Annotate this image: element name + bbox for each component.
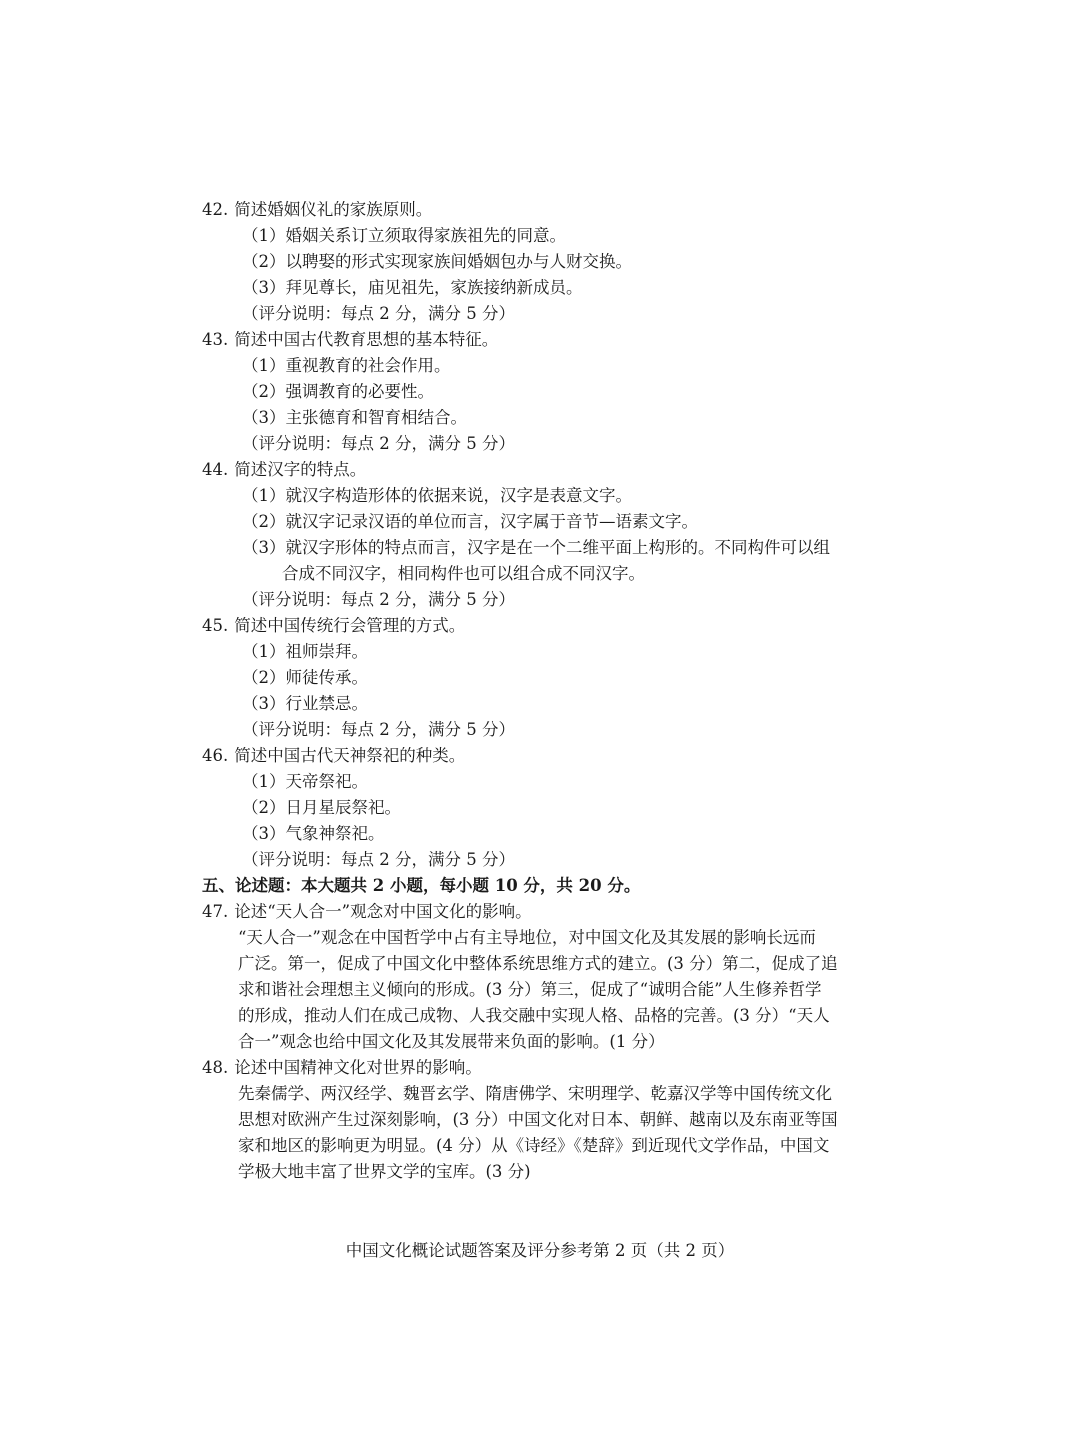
answer-item: （3）主张德育和智育相结合。: [242, 408, 467, 427]
essay-answer-line: 先秦儒学、两汉经学、魏晋玄学、隋唐佛学、宋明理学、乾嘉汉学等中国传统文化: [238, 1084, 832, 1103]
question-46-title: [202, 743, 465, 769]
question-number: 42.: [202, 200, 229, 219]
question-text: 论述“天人合一”观念对中国文化的影响。: [234, 902, 532, 921]
scoring-note: （评分说明：每点 2 分，满分 5 分）: [242, 304, 515, 323]
question-text: 简述汉字的特点。: [234, 460, 367, 479]
answer-item: （3）行业禁忌。: [242, 694, 368, 713]
question-text: 论述中国精神文化对世界的影响。: [234, 1058, 482, 1077]
essay-answer-line: 合一”观念也给中国文化及其发展带来负面的影响。(1 分）: [238, 1032, 665, 1051]
essay-answer-line: 求和谐社会理想主义倾向的形成。(3 分）第三，促成了“诚明合能”人生修养哲学: [238, 980, 822, 999]
essay-answer-line: 学极大地丰富了世界文学的宝库。(3 分): [238, 1162, 531, 1181]
scoring-note: （评分说明：每点 2 分，满分 5 分）: [242, 850, 515, 869]
question-number: 46.: [202, 746, 229, 765]
essay-answer-line: 的形成，推动人们在成己成物、人我交融中实现人格、品格的完善。(3 分）“天人: [238, 1006, 830, 1025]
answer-item: （3）拜见尊长，庙见祖先，家族接纳新成员。: [242, 278, 583, 297]
essay-answer-line: 思想对欧洲产生过深刻影响，(3 分）中国文化对日本、朝鲜、越南以及东南亚等国: [238, 1110, 838, 1129]
scoring-note: （评分说明：每点 2 分，满分 5 分）: [242, 590, 515, 609]
essay-answer-line: “天人合一”观念在中国哲学中占有主导地位，对中国文化及其发展的影响长远而: [238, 928, 816, 947]
question-text: 简述婚姻仪礼的家族原则。: [234, 200, 433, 219]
answer-item-continuation: 合成不同汉字，相同构件也可以组合成不同汉字。: [282, 564, 645, 583]
scoring-note: （评分说明：每点 2 分，满分 5 分）: [242, 720, 515, 739]
question-44-title: [202, 457, 366, 483]
answer-item: （2）日月星辰祭祀。: [242, 798, 401, 817]
question-text: 简述中国古代天神祭祀的种类。: [234, 746, 466, 765]
question-number: 43.: [202, 330, 229, 349]
question-number: 45.: [202, 616, 229, 635]
answer-item: （3）气象神祭祀。: [242, 824, 385, 843]
essay-answer-line: 家和地区的影响更为明显。(4 分）从《诗经》《楚辞》到近现代文学作品，中国文: [238, 1136, 830, 1155]
answer-item: （2）就汉字记录汉语的单位而言，汉字属于音节—语素文字。: [242, 512, 698, 531]
answer-item: （2）强调教育的必要性。: [242, 382, 434, 401]
page-footer: 中国文化概论试题答案及评分参考第 2 页（共 2 页）: [345, 1241, 735, 1260]
question-48-title: [202, 1055, 482, 1081]
answer-item: （1）重视教育的社会作用。: [242, 356, 451, 375]
answer-item: （2）师徒传承。: [242, 668, 368, 687]
question-text: 简述中国古代教育思想的基本特征。: [234, 330, 499, 349]
answer-item: （1）婚姻关系订立须取得家族祖先的同意。: [242, 226, 566, 245]
answer-item: （3）就汉字形体的特点而言，汉字是在一个二维平面上构形的。不同构件可以组: [242, 538, 830, 557]
question-43-title: [202, 327, 498, 353]
question-42-title: [202, 197, 432, 223]
answer-item: （1）天帝祭祀。: [242, 772, 368, 791]
scoring-note: （评分说明：每点 2 分，满分 5 分）: [242, 434, 515, 453]
question-number: 48.: [202, 1058, 229, 1077]
question-number: 47.: [202, 902, 229, 921]
question-47-title: [202, 899, 532, 925]
answer-item: （1）就汉字构造形体的依据来说，汉字是表意文字。: [242, 486, 632, 505]
answer-item: （2）以聘娶的形式实现家族间婚姻包办与人财交换。: [242, 252, 632, 271]
answer-item: （1）祖师崇拜。: [242, 642, 368, 661]
essay-answer-line: 广泛。第一，促成了中国文化中整体系统思维方式的建立。(3 分）第二，促成了追: [238, 954, 838, 973]
question-number: 44.: [202, 460, 229, 479]
section-heading: 五、论述题：本大题共 2 小题，每小题 10 分，共 20 分。: [202, 876, 641, 895]
question-45-title: [202, 613, 465, 639]
question-text: 简述中国传统行会管理的方式。: [234, 616, 466, 635]
